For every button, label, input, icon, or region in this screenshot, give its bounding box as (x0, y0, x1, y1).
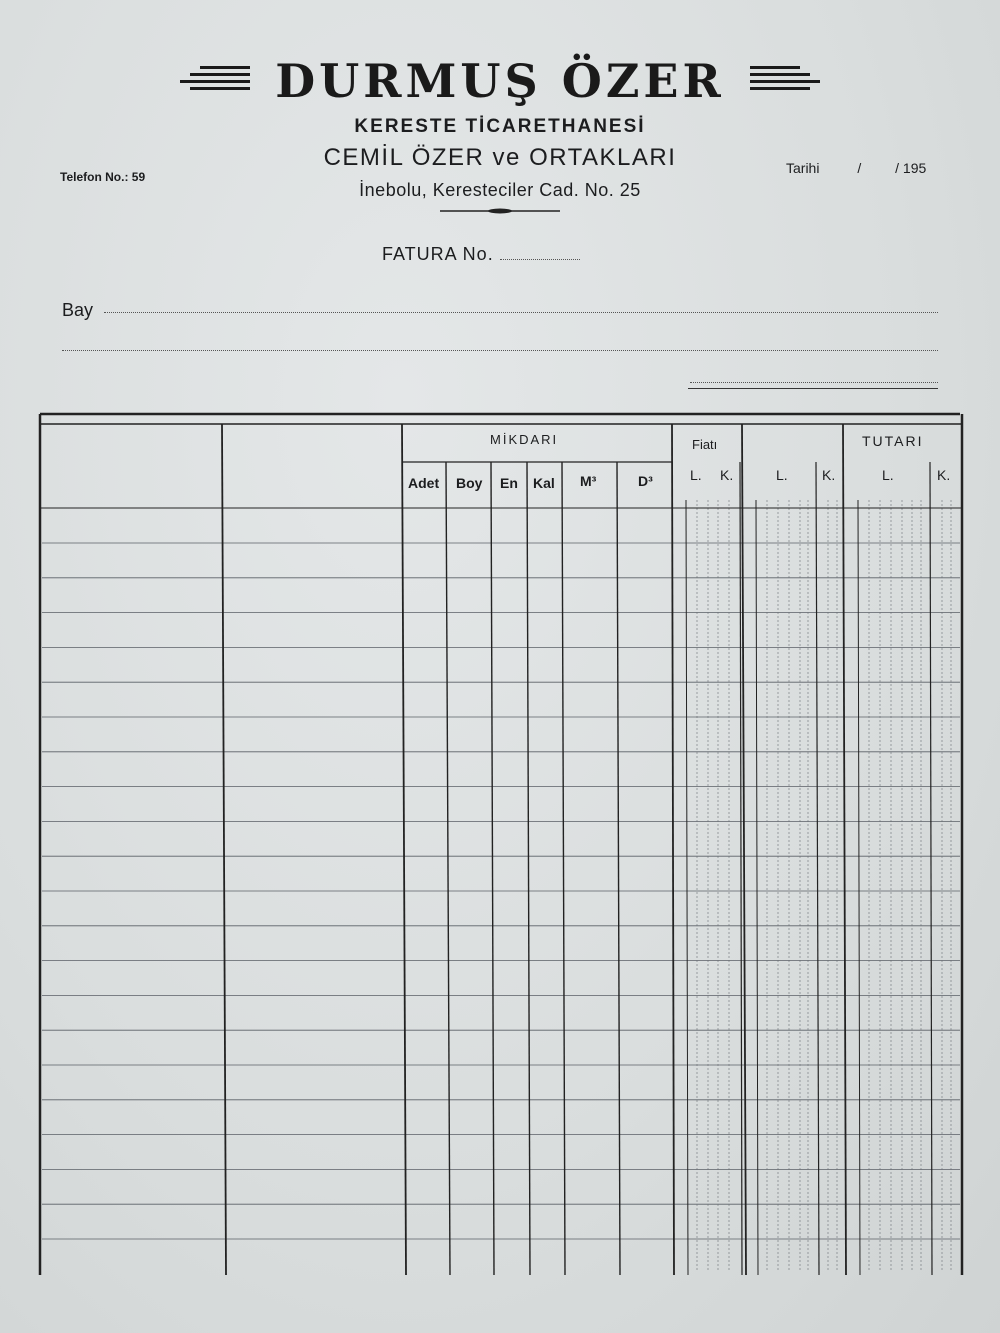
total-kurus: K. (937, 467, 951, 483)
company-address: İnebolu, Keresteciler Cad. No. 25 (359, 180, 641, 200)
company-name: DURMUŞ ÖZER (275, 54, 725, 108)
total-header: TUTARI (862, 433, 924, 449)
date-label: Tarihi (786, 160, 820, 176)
company-subtitle: KERESTE TİCARETHANESİ (354, 116, 646, 137)
extra-lira: L. (776, 467, 788, 483)
col-en: En (500, 475, 518, 491)
invoice-number-label: FATURA No. (382, 244, 494, 264)
col-adet: Adet (408, 475, 440, 491)
date-separator: / (857, 160, 862, 176)
col-m3: M³ (580, 473, 597, 489)
customer-label: Bay (62, 300, 94, 320)
company-partners: CEMİL ÖZER ve ORTAKLARI (323, 144, 677, 171)
phone-number: Telefon No.: 59 (60, 170, 146, 184)
price-kurus: K. (720, 467, 734, 483)
total-lira: L. (882, 467, 894, 483)
col-boy: Boy (456, 475, 483, 491)
date-year: / 195 (895, 160, 927, 176)
quantity-header: MİKDARI (490, 432, 559, 447)
extra-kurus: K. (822, 467, 836, 483)
col-kal: Kal (533, 475, 555, 491)
price-header: Fiatı (692, 437, 718, 452)
col-d3: D³ (638, 473, 653, 489)
price-lira: L. (690, 467, 702, 483)
